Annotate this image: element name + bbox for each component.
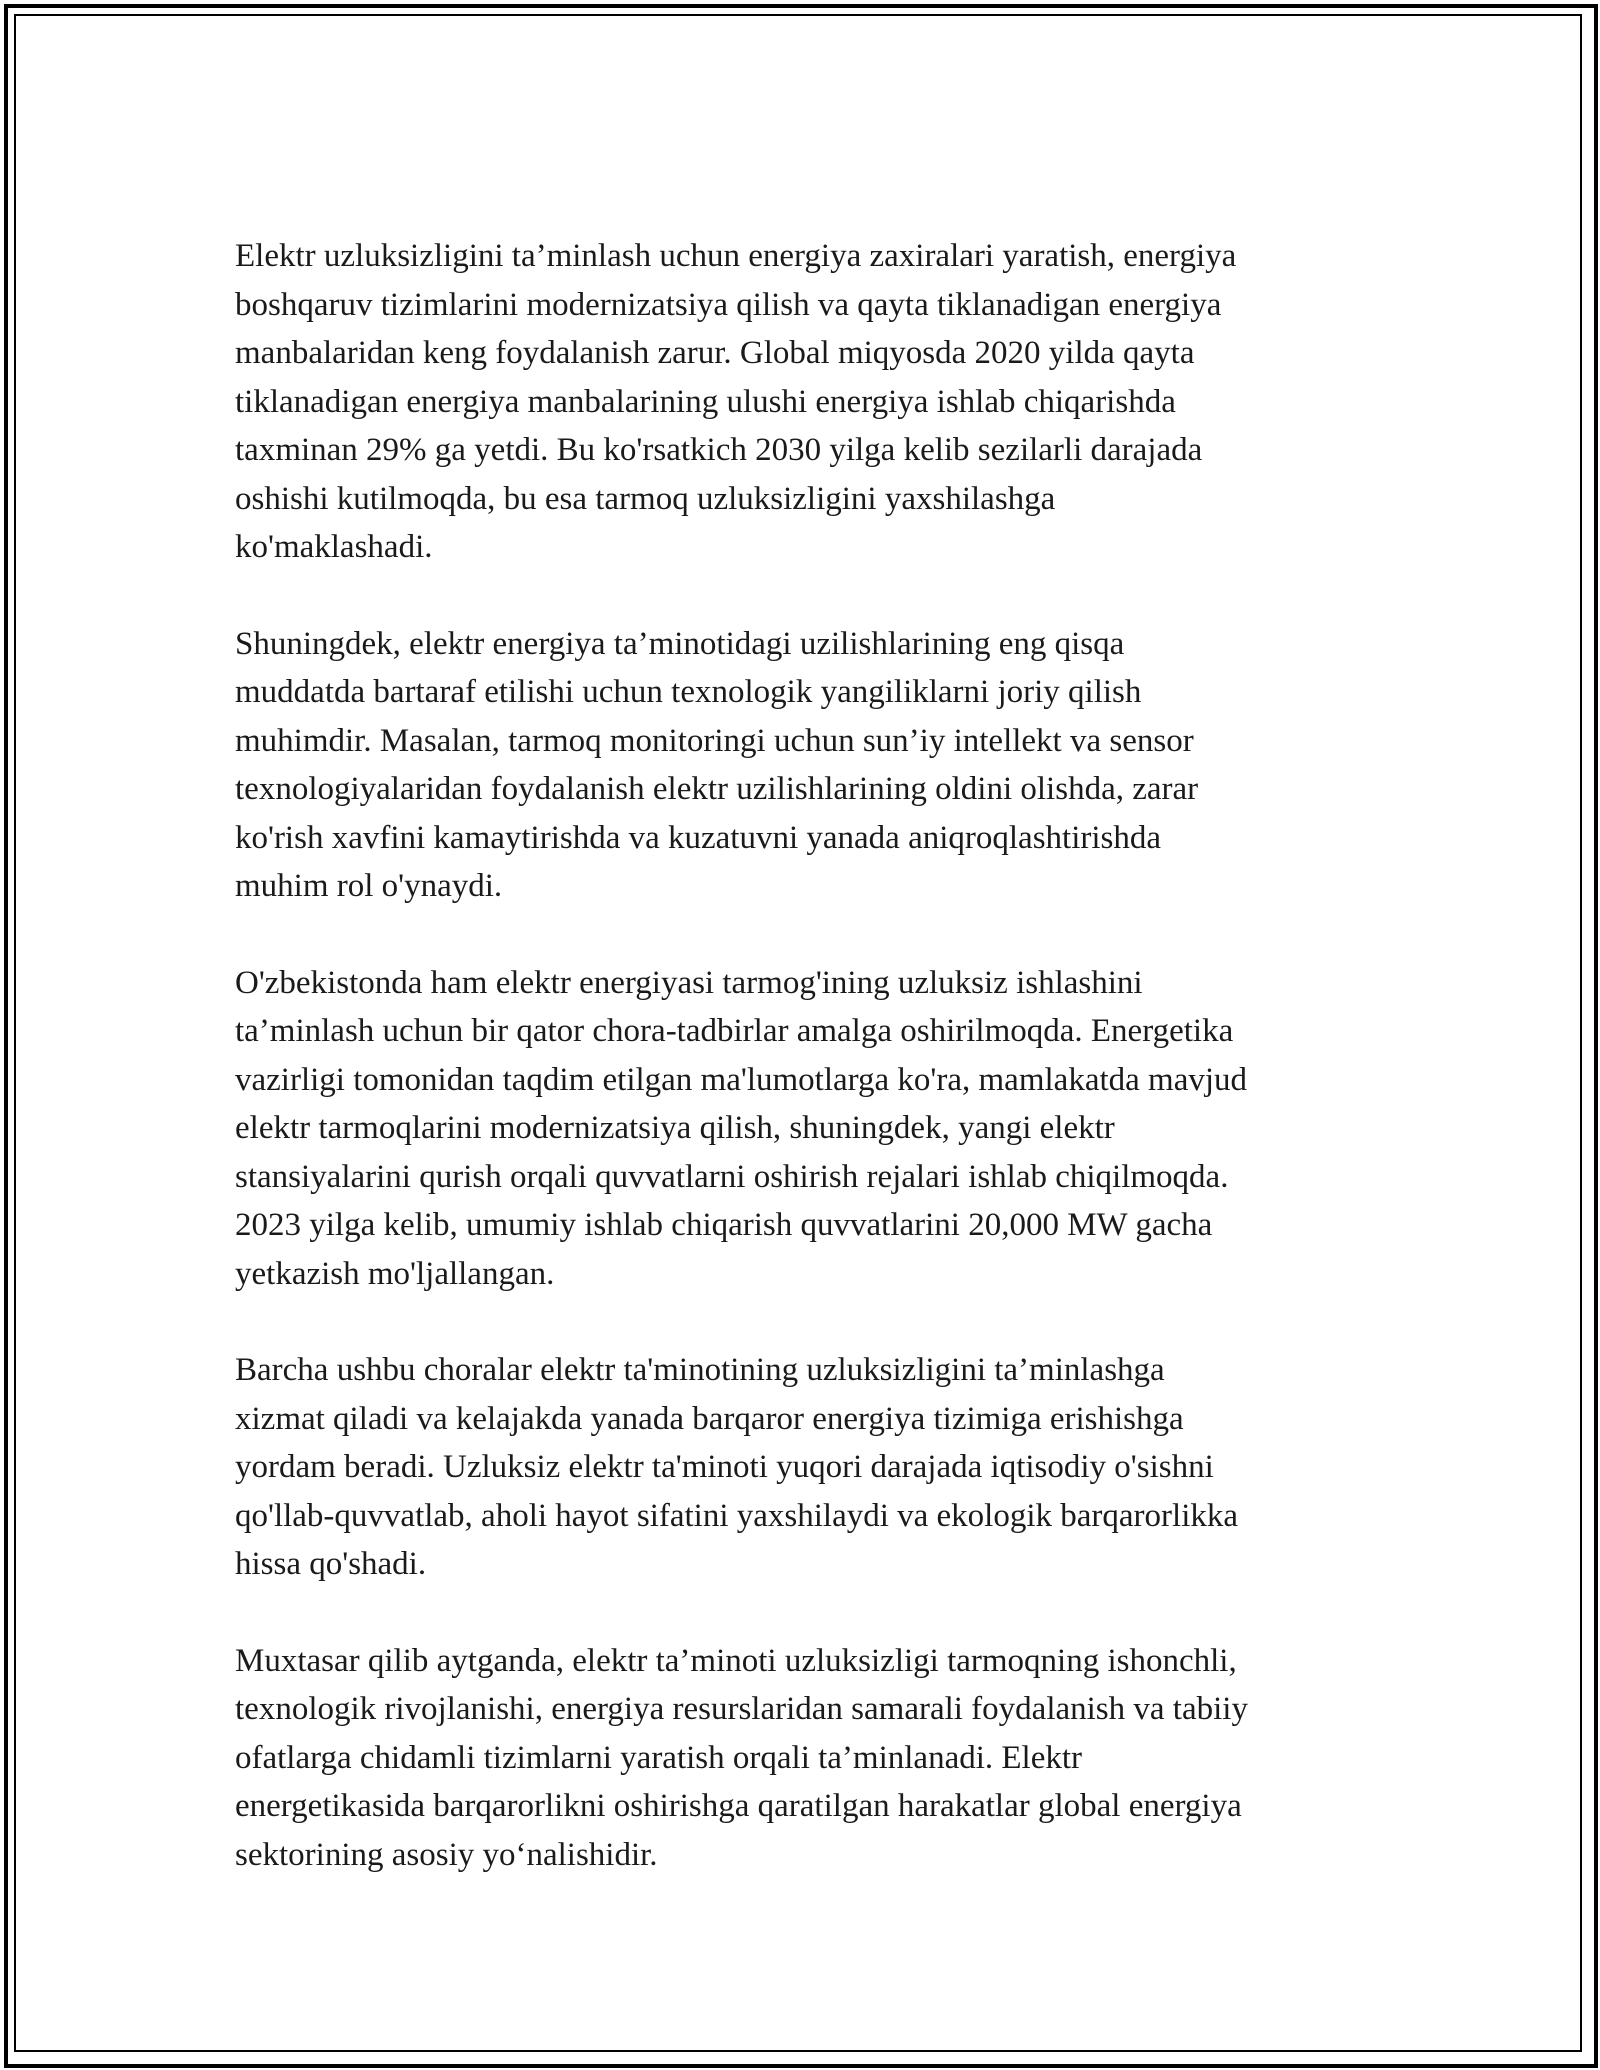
paragraph-3: O'zbekistonda ham elektr energiyasi tarmog'ining uzluksiz ishlashini ta’minlash uchun bir qator chora-tadbirlar amalga oshirilmoqda. Energetika vazirligi tomonidan taqdim etilgan ma'lumotlarga ko'ra, mamlakatda mavjud elektr tarmoqlarini modernizatsiya qilish, shuningdek, yangi elektr stansiyalarini qurish orqali quvvatlarni oshirish rejalari ishlab chiqilmoqda. 2023 yilga kelib, umumiy ishlab chiqarish quvvatlarini 20,000 MW gacha yetkazish mo'ljallangan. <box>235 964 1248 1292</box>
paragraph-5: Muxtasar qilib aytganda, elektr ta’minoti uzluksizligi tarmoqning ishonchli, texnologik rivojlanishi, energiya resurslaridan samarali foydalanish va tabiiy ofatlarga chidamli tizimlarni yaratish orqali ta’minlanadi. Elektr energetikasida barqarorlikni oshirishga qaratilgan harakatlar global energiya sektorining asosiy yo‘nalishidir. <box>235 1642 1248 1873</box>
document-body <box>235 232 1375 1927</box>
paragraph-2: Shuningdek, elektr energiya ta’minotidagi uzilishlarining eng qisqa muddatda bartaraf etilishi uchun texnologik yangiliklarni joriy qilish muhimdir. Masalan, tarmoq monitoringi uchun sun’iy intellekt va sensor texnologiyalaridan foydalanish elektr uzilishlarining oldini olishda, zarar ko'rish xavfini kamaytirishda va kuzatuvni yanada aniqroqlashtirishda muhim rol o'ynaydi. <box>235 625 1199 904</box>
paragraph-1: Elektr uzluksizligini ta’minlash uchun energiya zaxiralari yaratish, energiya boshqaruv tizimlarini modernizatsiya qilish va qayta tiklanadigan energiya manbalaridan keng foydalanish zarur. Global miqyosda 2020 yilda qayta tiklanadigan energiya manbalarining ulushi energiya ishlab chiqarishda taxminan 29% ga yetdi. Bu ko'rsatkich 2030 yilga kelib sezilarli darajada oshishi kutilmoqda, bu esa tarmoq uzluksizligini yaxshilashga ko'maklashadi. <box>235 238 1237 565</box>
paragraph-4: Barcha ushbu choralar elektr ta'minotining uzluksizligini ta’minlashga xizmat qiladi va kelajakda yanada barqaror energiya tizimiga erishishga yordam beradi. Uzluksiz elektr ta'minoti yuqori darajada iqtisodiy o'sishni qo'llab-quvvatlab, aholi hayot sifatini yaxshilaydi va ekologik barqarorlikka hissa qo'shadi. <box>235 1352 1239 1582</box>
